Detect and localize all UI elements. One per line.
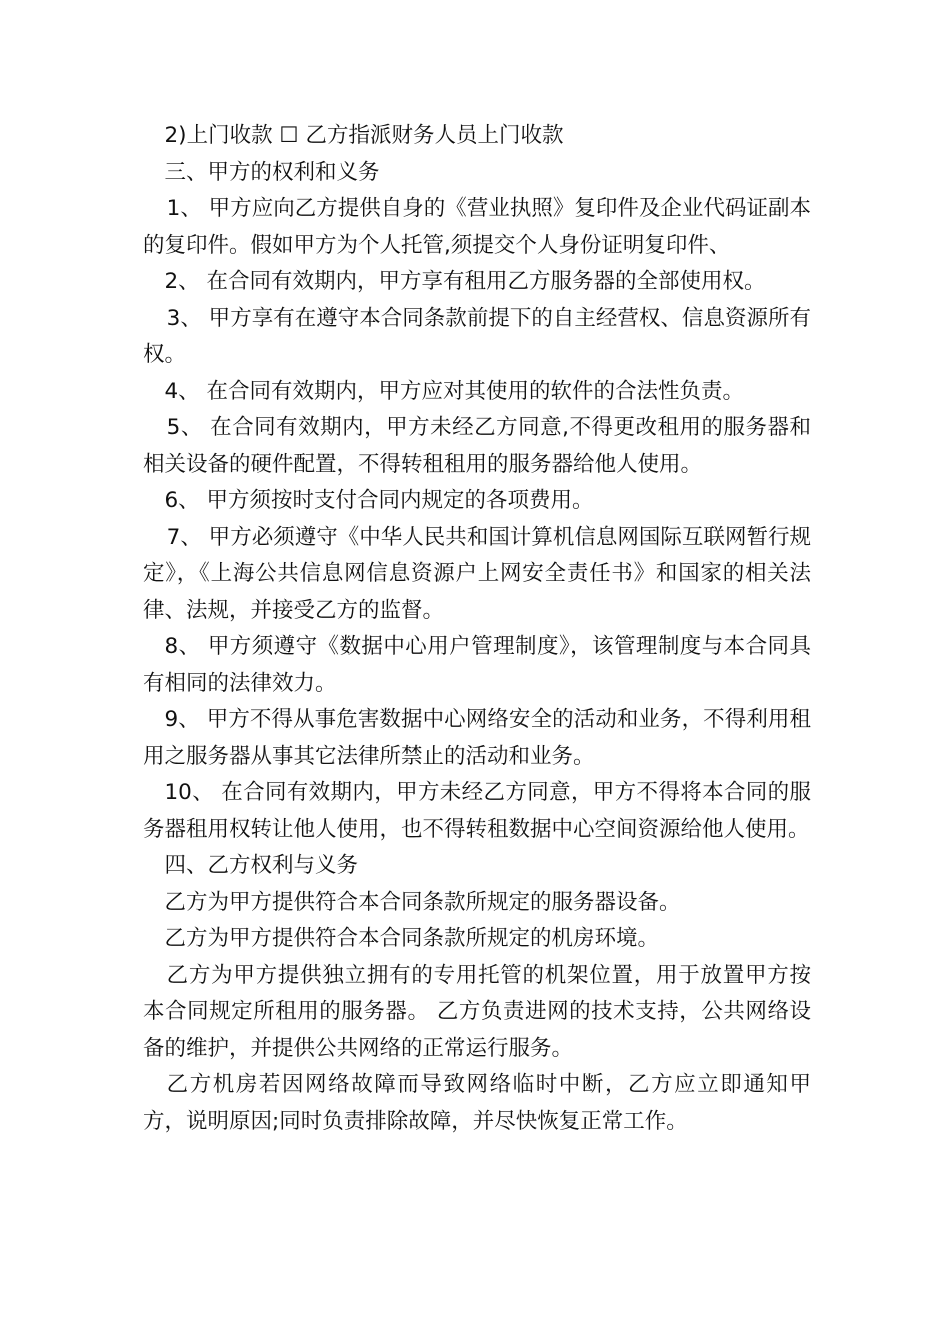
clause-a-1: 1、 甲方应向乙方提供自身的《营业执照》复印件及企业代码证副本的复印件。假如甲方为个人托管,须提交个人身份证明复印件、 [143, 196, 811, 258]
clause-a-10: 10、 在合同有效期内，甲方未经乙方同意，甲方不得将本合同的服务器租用权转让他人使用，也不得转租数据中心空间资源给他人使用。 [143, 780, 811, 842]
clause-b-network-failure: 乙方机房若因网络故障而导致网络临时中断，乙方应立即通知甲方，说明原因;同时负责排除故障，并尽快恢复正常工作。 [143, 1072, 811, 1134]
clause-a-3: 3、 甲方享有在遵守本合同条款前提下的自主经营权、信息资源所有权。 [143, 305, 811, 367]
clause-b-rack-and-network: 乙方为甲方提供独立拥有的专用托管的机架位置，用于放置甲方按本合同规定所租用的服务器。 乙方负责进网的技术支持，公共网络设备的维护，并提供公共网络的正常运行服务。 [143, 962, 811, 1061]
clause-a-9: 9、 甲方不得从事危害数据中心网络安全的活动和业务，不得利用租用之服务器从事其它法律所禁止的活动和业务。 [143, 707, 811, 769]
clause-a-7: 7、 甲方必须遵守《中华人民共和国计算机信息网国际互联网暂行规定》，《上海公共信息网信息资源户上网安全责任书》和国家的相关法律、法规，并接受乙方的监督。 [143, 524, 811, 623]
clause-a-2: 2、 在合同有效期内，甲方享有租用乙方服务器的全部使用权。 [164, 269, 766, 294]
clause-b-room-environment: 乙方为甲方提供符合本合同条款所规定的机房环境。 [164, 926, 660, 951]
clause-a-8: 8、 甲方须遵守《数据中心用户管理制度》，该管理制度与本合同具有相同的法律效力。 [143, 634, 811, 696]
payment-option-onsite: 2)上门收款 ☐ 乙方指派财务人员上门收款 [164, 123, 564, 148]
section-heading-party-a-rights: 三、甲方的权利和义务 [164, 159, 380, 185]
clause-a-4: 4、 在合同有效期内，甲方应对其使用的软件的合法性负责。 [164, 378, 745, 404]
clause-a-6: 6、 甲方须按时支付合同内规定的各项费用。 [164, 488, 594, 513]
section-heading-party-b-rights: 四、乙方权利与义务 [164, 853, 359, 878]
document-body [143, 118, 811, 1140]
clause-b-server-equipment: 乙方为甲方提供符合本合同条款所规定的服务器设备。 [164, 889, 681, 915]
clause-a-5: 5、 在合同有效期内，甲方未经乙方同意,不得更改租用的服务器和相关设备的硬件配置，不得转租租用的服务器给他人使用。 [143, 415, 811, 477]
